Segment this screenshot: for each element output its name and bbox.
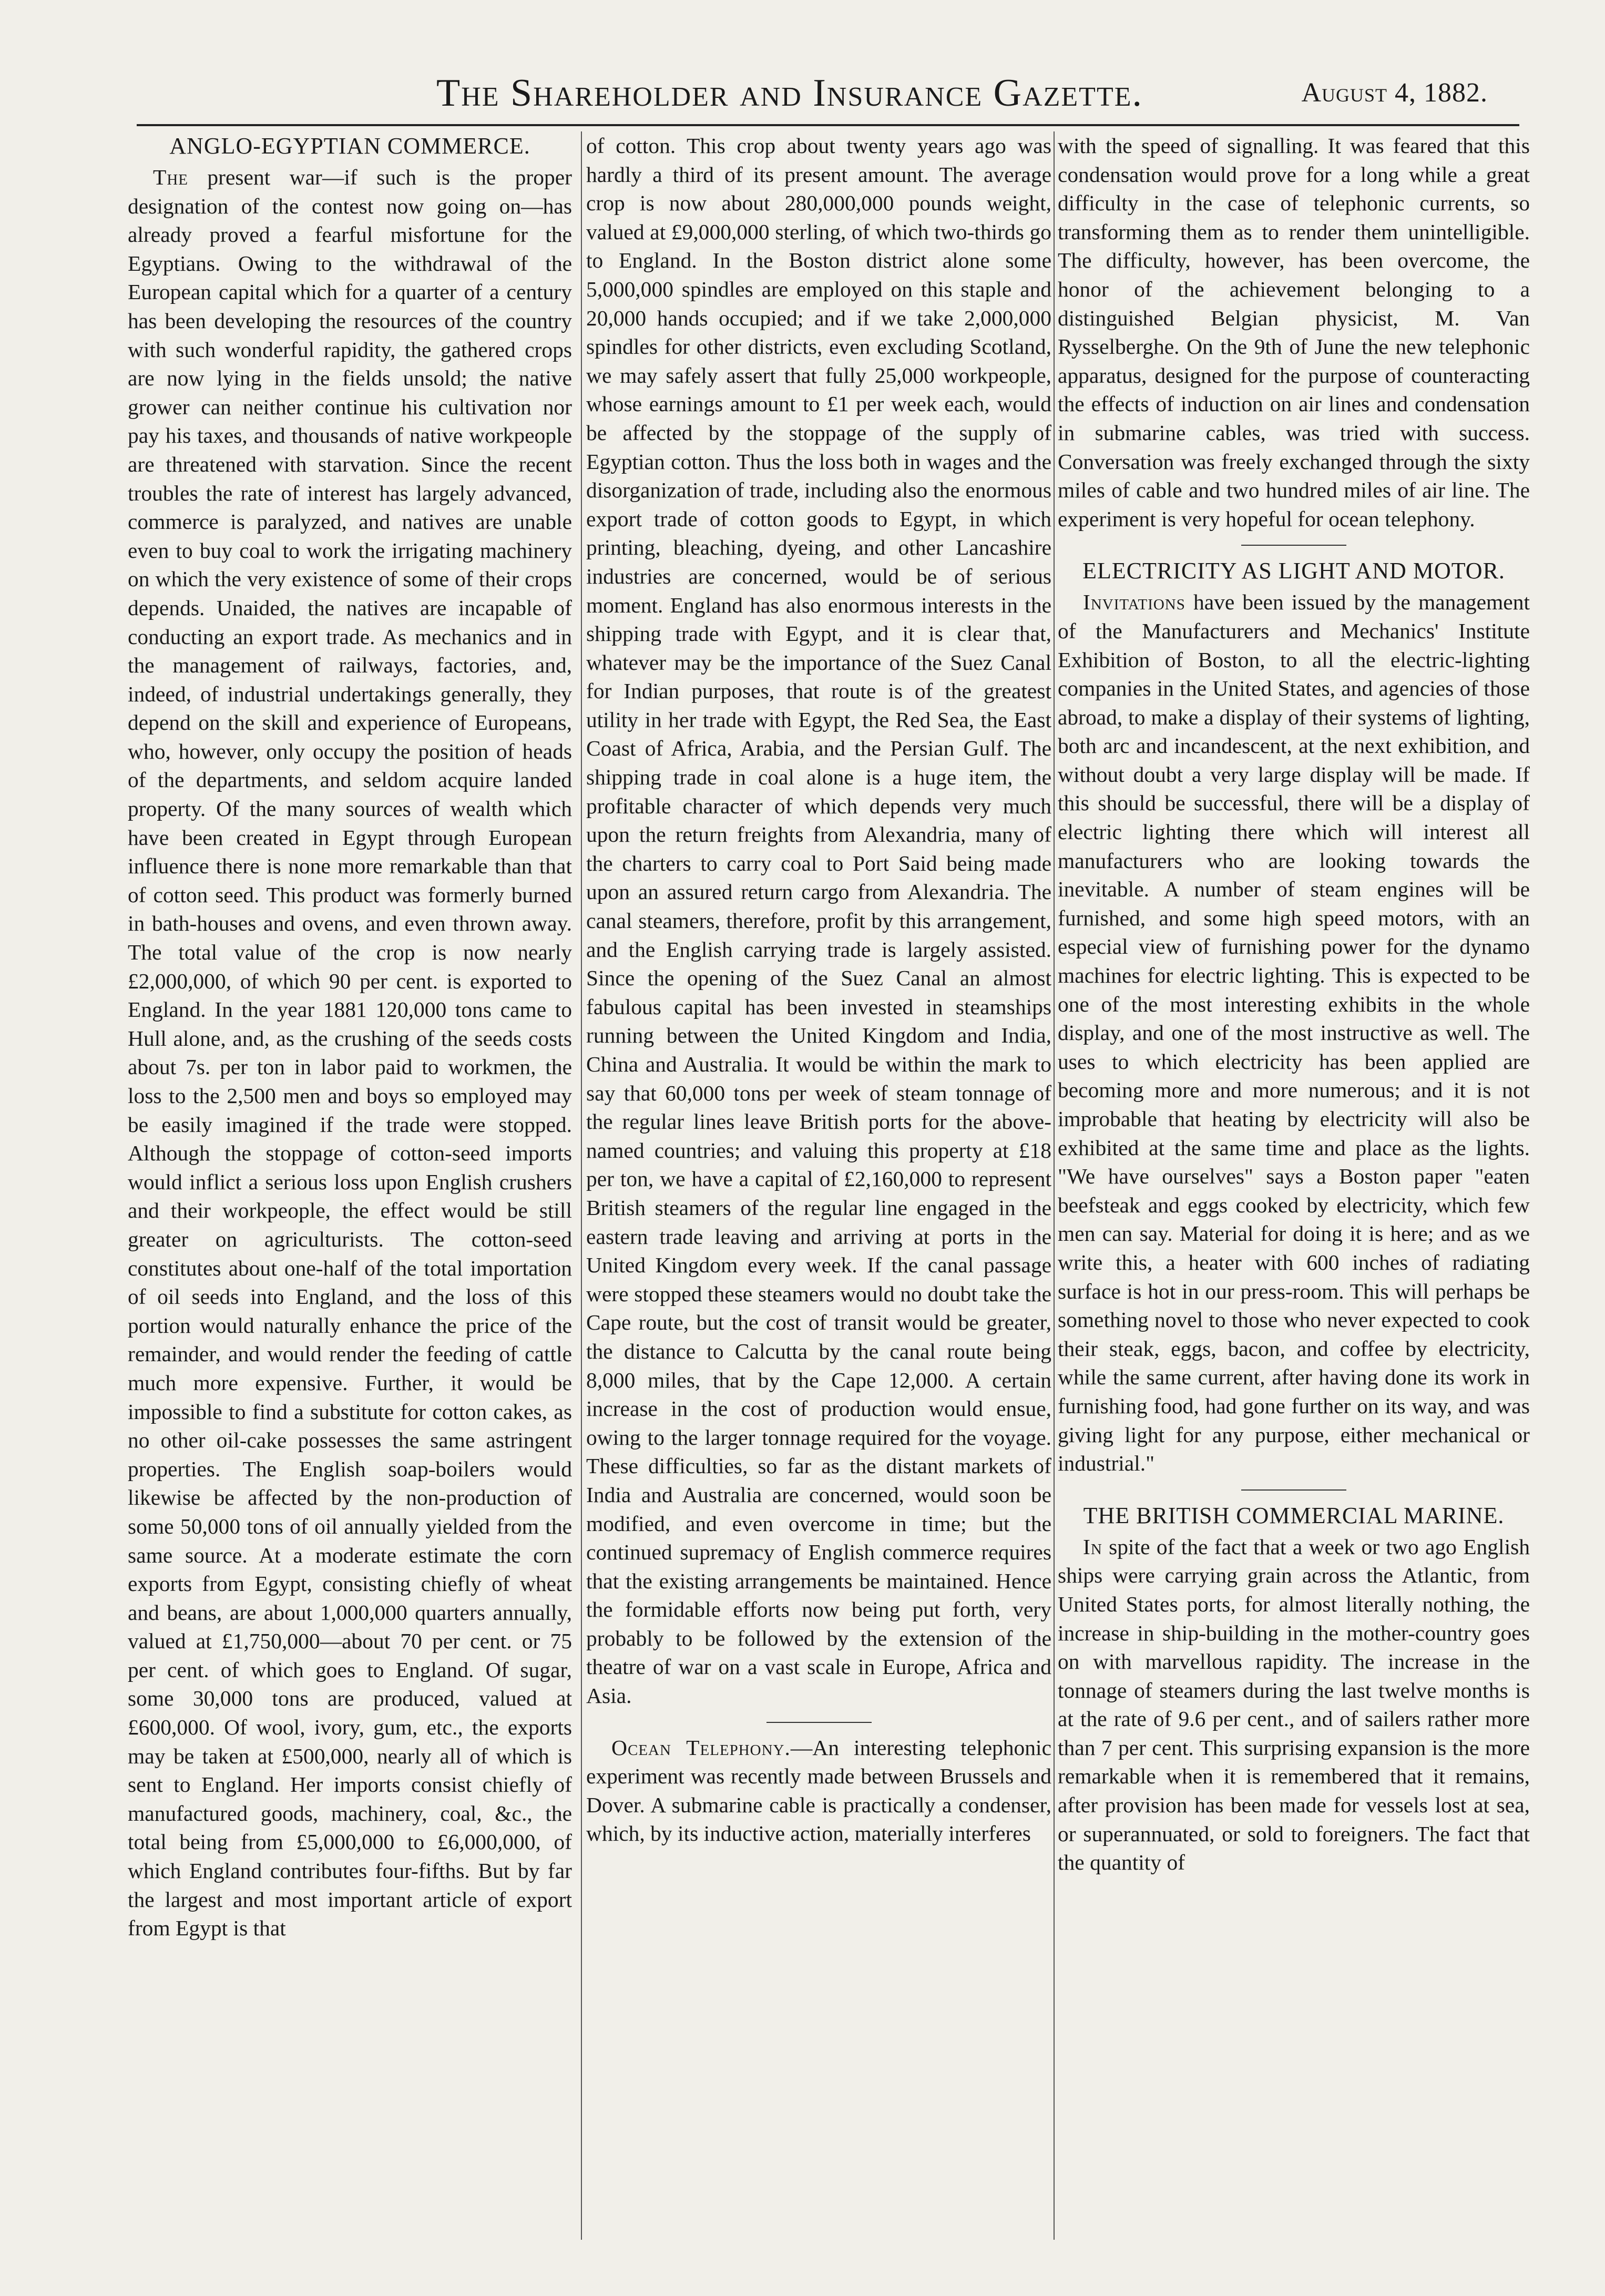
lead-word: Ocean Telephony.	[611, 1735, 791, 1760]
lead-word: In	[1083, 1534, 1102, 1559]
body-text: present war—if such is the proper designation of the contest now going on—has already proved a fearful misfortune for the Egyptians. Owing to the withdrawal of the European capital which for a quarter of a century has been developing the resources of the country with such wonderful rapidity, the gathered crops are now lying in the fields unsold; the native grower can neither continue his cultivation nor pay his taxes, and thousands of native workpeople are threatened with starvation. Since the recent troubles the rate of interest has largely advanced, commerce is paralyzed, and natives are unable even to buy coal to work the irrigating machinery on which the very existence of some of their crops depends. Unaided, the natives are incapable of conducting an export trade. As mechanics and in the management of railways, factories, and, indeed, of industrial undertakings generally, they depend on the skill and experience of Europeans, who, however, only occupy the position of heads of the departments, and seldom acquire landed property. Of the many sources of wealth which have been created in Egypt through European influence there is none more remarkable than that of cotton seed. This product was formerly burned in bath-houses and ovens, and even thrown away. The total value of the crop is now nearly £2,000,000, of which 90 per cent. is exported to England. In the year 1881 120,000 tons came to Hull alone, and, as the crushing of the seeds costs about 7s. per ton in labor paid to workmen, the loss to the 2,500 men and boys so employed may be easily imagined if the trade were stopped. Although the stoppage of cotton-seed imports would inflict a serious loss upon English crushers and their workpeople, the effect would be still greater on agriculturists. The cotton-seed constitutes about one-half of the total importation of oil seeds into England, and the loss of this portion would naturally enhance the price of the remainder, and would render the feeding of cattle much more expensive. Further, it would be impossible to find a substitute for cotton cakes, as no other oil-cake possesses the same astringent properties. The English soap-boilers would likewise be affected by the non-production of some 50,000 tons of oil annually yielded from the same source. At a moderate estimate the corn exports from Egypt, consisting chiefly of wheat and beans, are about 1,000,000 quarters annually, valued at £1,750,000—about 70 per cent. or 75 per cent. of which goes to England. Of sugar, some 30,000 tons are produced, valued at £600,000. Of wool, ivory, gum, etc., the exports may be taken at £500,000, nearly all of which is sent to England. Her imports consist chiefly of manufactured goods, machinery, coal, &c., the total being from £5,000,000 to £6,000,000, of which England contributes four-fifths. But by far the largest and most important article of export from Egypt is that	[128, 165, 572, 1941]
column-1	[128, 131, 572, 1943]
article-body-anglo-egyptian	[128, 163, 572, 1943]
article-heading-anglo-egyptian: ANGLO-EGYPTIAN COMMERCE.	[169, 133, 530, 159]
masthead	[131, 71, 1509, 118]
article-body-electricity	[1058, 588, 1530, 1477]
column-2	[586, 131, 1051, 1848]
article-continuation-anglo-egyptian: of cotton. This crop about twenty years ago was hardly a third of its present amount. The average crop is now about 280,000,000 pounds weight, valued at £9,000,000 sterling, of which two-thirds go to England. In the Boston district alone some 5,000,000 spindles are employed on this staple and 20,000 hands occupied; and if we take 2,000,000 spindles for other districts, even excluding Scotland, we may safely assert that fully 25,000 workpeople, whose earnings amount to £1 per week each, would be affected by the stoppage of the supply of Egyptian cotton. Thus the loss both in wages and the disorganization of trade, including also the enormous export trade of cotton goods to Egypt, in which printing, bleaching, dyeing, and other Lancashire industries are concerned, would be of serious moment. England has also enormous interests in the shipping trade with Egypt, and it is clear that, whatever may be the importance of the Suez Canal for Indian purposes, that route is of the greatest utility in her trade with Egypt, the Red Sea, the East Coast of Africa, Arabia, and the Persian Gulf. The shipping trade in coal alone is a huge item, the profitable character of which depends very much upon the return freights from Alexandria, many of the charters to carry coal to Port Said being made upon an assured return cargo from Alexandria. The canal steamers, therefore, profit by this arrangement, and the English carrying trade is largely assisted. Since the opening of the Suez Canal an almost fabulous capital has been invested in steamships running between the United Kingdom and India, China and Australia. It would be within the mark to say that 60,000 tons per week of steam tonnage of the regular lines leave British ports for the above-named countries; and valuing this property at £18 per ton, we have a capital of £2,160,000 to represent British steamers of the regular line engaged in the eastern trade leaving and arriving at ports in the United Kingdom every week. If the canal passage were stopped these steamers would no doubt take the Cape route, but the cost of transit would be greater, the distance to Calcutta by the canal route being 8,000 miles, that by the Cape 12,000. A certain increase in the cost of production would ensue, owing to the larger tonnage required for the voyage. These difficulties, so far as the distant markets of India and Australia are concerned, would soon be modified, and even overcome in time; but the continued supremacy of English commerce requires that the existing arrangements be maintained. Hence the formidable efforts now being put forth, very probably to be followed by the extension of the theatre of war on a vast scale in Europe, Africa and Asia.	[586, 134, 1051, 1708]
lead-word: Invitations	[1083, 590, 1185, 615]
masthead-date: August 4, 1882.	[1301, 78, 1488, 108]
column-divider	[1054, 131, 1055, 2240]
column-divider	[581, 131, 582, 2240]
section-rule	[1241, 1489, 1346, 1491]
column-3	[1058, 131, 1530, 1877]
lead-word: The	[153, 165, 189, 189]
article-body-ocean-telephony	[586, 1733, 1051, 1848]
masthead-title: The Shareholder and Insurance Gazette.	[436, 72, 1143, 115]
body-text: spite of the fact that a week or two ago English ships were carrying grain across the Atlantic, from United States ports, for almost literally nothing, the increase in ship-building in the mother-country goes on with marvellous rapidity. The increase in the tonnage of steamers during the last twelve months is at the rate of 9.6 per cent., and of sailers rather more than 7 per cent. This surprising expansion is the more remarkable when it is remembered that it remains, after provision has been made for vessels lost at sea, or superannuated, or sold to foreigners. The fact that the quantity of	[1058, 1534, 1530, 1875]
masthead-rule	[137, 124, 1519, 126]
article-heading-marine: THE BRITISH COMMERCIAL MARINE.	[1083, 1502, 1505, 1528]
article-heading-electricity: ELECTRICITY AS LIGHT AND MOTOR.	[1082, 558, 1505, 584]
article-body-marine	[1058, 1533, 1530, 1877]
article-continuation-ocean-telephony: with the speed of signalling. It was feared that this condensation would prove for a long while a great difficulty in the case of telephonic currents, so transforming them as to render them unintelligible. The difficulty, however, has been overcome, the honor of the achievement belonging to a distinguished Belgian physicist, M. Van Rysselberghe. On the 9th of June the new telephonic apparatus, designed for the purpose of counteracting the effects of induction on air lines and condensation in submarine cables, was tried with success. Conversation was freely exchanged through the sixty miles of cable and two hundred miles of air line. The experiment is very hopeful for ocean telephony.	[1058, 134, 1530, 531]
section-rule	[1241, 545, 1346, 546]
body-text: —An interesting telephonic experiment was recently made between Brussels and Dover. A submarine cable is practically a condenser, which, by its inductive action, materially interferes	[586, 1735, 1051, 1846]
body-text: have been issued by the management of the Manufacturers and Mechanics' Institute Exhibition of Boston, to all the electric-lighting companies in the United States, and agencies of those abroad, to make a display of their systems of lighting, both arc and incandescent, at the next exhibition, and without doubt a very large display will be made. If this should be successful, there will be a display of electric lighting there which will interest all manufacturers who are looking towards the inevitable. A number of steam engines will be furnished, and some high speed motors, with an especial view of furnishing power for the dynamo machines for electric lighting. This is expected to be one of the most interesting exhibits in the whole display, and one of the most instructive as well. The uses to which electricity has been applied are becoming more and more numerous; and it is not improbable that heating by electricity will also be exhibited at the same time and place as the lights. "We have ourselves" says a Boston paper "eaten beefsteak and eggs cooked by electricity, which few men can say. Material for doing it is here; and as we write this, a heater with 600 inches of radiating surface is hot in our press-room. This will perhaps be something novel to those who never expected to cook their steak, eggs, bacon, and coffee by electricity, while the same current, after having done its work in furnishing food, had gone further on its way, and was giving light for any purpose, either mechanical or industrial."	[1058, 590, 1530, 1476]
section-rule	[766, 1722, 872, 1723]
